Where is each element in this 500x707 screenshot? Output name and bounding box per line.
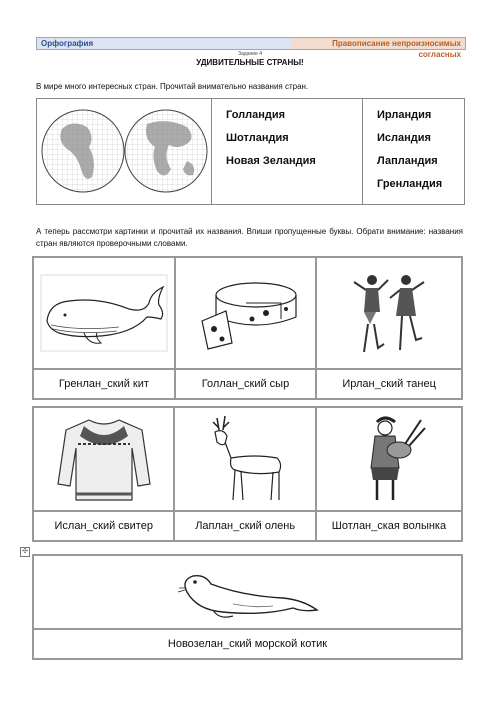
picture-cell — [175, 257, 317, 369]
country-name: Гренландия — [377, 178, 443, 190]
caption: Лаплан_ский олень — [174, 511, 315, 541]
task-number: Задание 4 — [237, 51, 262, 57]
table-move-icon[interactable]: ✣ — [20, 547, 30, 557]
picture-cell — [316, 257, 462, 369]
dancers-icon — [344, 268, 434, 358]
cheese-icon — [186, 273, 306, 353]
whale-icon — [39, 273, 169, 353]
instructions-text: А теперь рассмотри картинки и прочитай их названия. Впиши пропущенные буквы. Обрати внимание: названия стран являются проверочными словами. — [36, 227, 463, 248]
country-name: Новая Зеландия — [226, 155, 316, 167]
picture-table-3 — [32, 554, 463, 660]
country-name: Исландия — [377, 132, 431, 144]
country-name: Шотландия — [226, 132, 289, 144]
bagpiper-icon — [349, 414, 429, 504]
topic-label: Правописание непроизносимых согласных — [291, 38, 465, 49]
caption: Шотлан_ская волынка — [316, 511, 462, 541]
countries-column-1 — [212, 99, 363, 204]
caption: Гренлан_ский кит — [33, 369, 175, 399]
picture-cell — [33, 555, 462, 629]
picture-table-1 — [32, 256, 463, 400]
picture-cell — [174, 407, 315, 511]
caption: Новозелан_ский морской котик — [33, 629, 462, 659]
picture-cell — [316, 407, 462, 511]
countries-column-2 — [363, 99, 464, 204]
country-name: Лапландия — [377, 155, 438, 167]
picture-table-2 — [32, 406, 463, 542]
country-name: Ирландия — [377, 109, 432, 121]
picture-cell — [33, 407, 174, 511]
subject-label: Орфография — [37, 38, 291, 49]
world-map-cell — [37, 99, 212, 204]
page-title: УДИВИТЕЛЬНЫЕ СТРАНЫ! — [196, 58, 304, 67]
reindeer-icon — [195, 414, 295, 504]
picture-cell — [33, 257, 175, 369]
country-name: Голландия — [226, 109, 286, 121]
world-map-icon — [37, 99, 211, 204]
sweater-icon — [54, 414, 154, 504]
country-box — [36, 98, 465, 205]
caption: Голлан_ский сыр — [175, 369, 317, 399]
caption: Ирлан_ский танец — [316, 369, 462, 399]
intro-text: В мире много интересных стран. Прочитай внимательно названия стран. — [36, 82, 309, 91]
seal-icon — [173, 562, 323, 622]
caption: Ислан_ский свитер — [33, 511, 174, 541]
